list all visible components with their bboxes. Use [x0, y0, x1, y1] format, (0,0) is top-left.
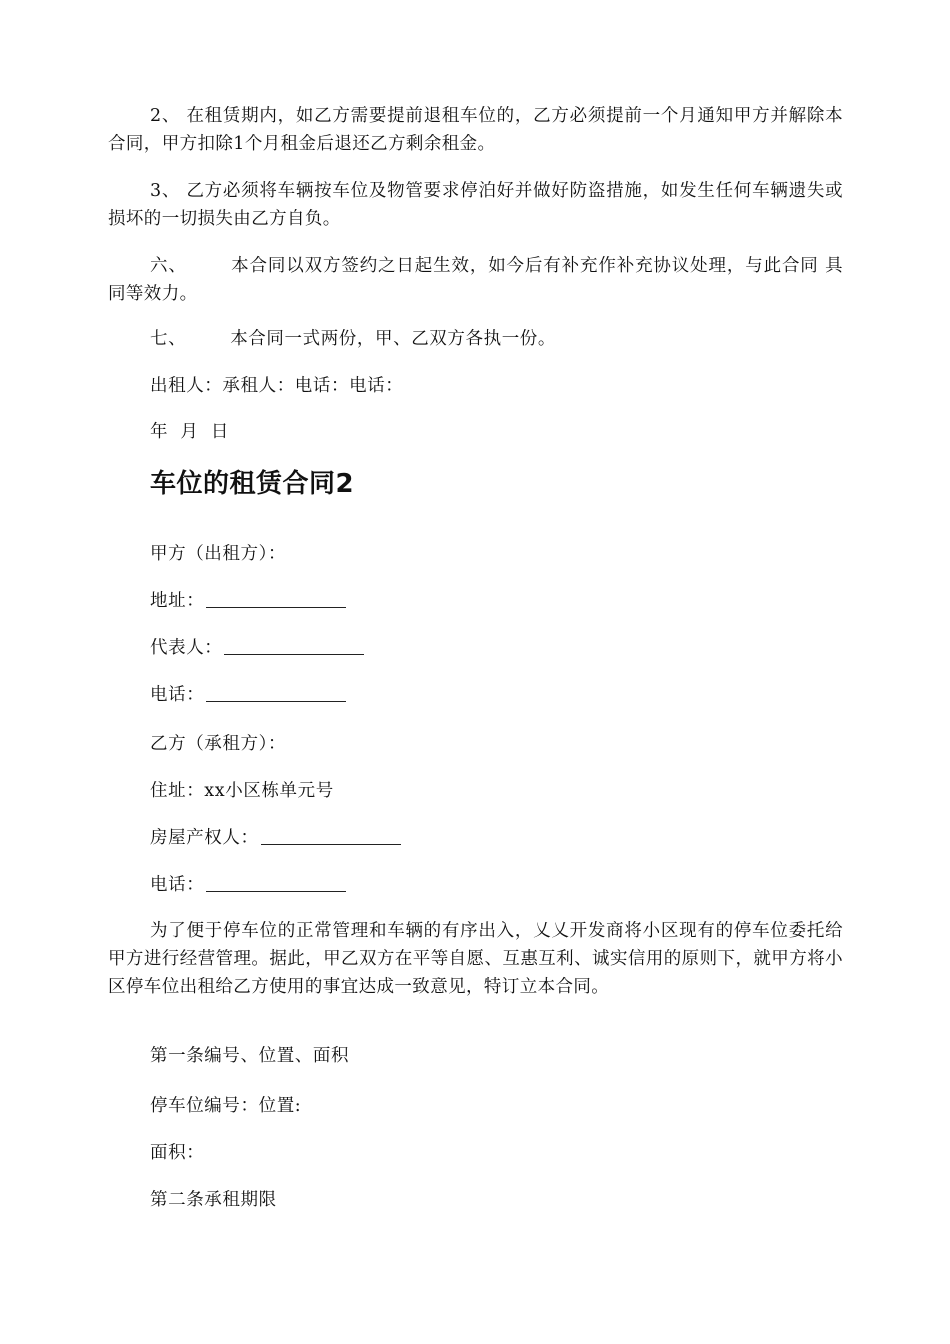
party-a-phone-line — [150, 681, 346, 709]
item-7-label: 七、 — [150, 329, 187, 349]
intro-paragraph: 为了便于停车位的正常管理和车辆的有序出入，乂乂开发商将小区现有的停车位委托给甲方进行经营管理。据此，甲乙双方在平等自愿、互惠互利、诚实信用的原则下，就甲方将小区停车位出租给乙方使用的事宜达成一致意见，特订立本合同。 — [108, 921, 843, 997]
party-b-phone-label: 电话： — [150, 875, 205, 895]
party-b-address-line: 住址：xx小区栋单元号 — [150, 781, 334, 801]
party-a-phone-label: 电话： — [150, 685, 205, 705]
parking-number-line: 停车位编号：位置: — [150, 1096, 302, 1116]
party-a-representative-line — [150, 634, 364, 662]
item-6-paragraph — [108, 252, 843, 308]
party-b-owner-label: 房屋产权人： — [150, 828, 259, 848]
party-a-address-line — [150, 587, 346, 615]
party-a-phone-blank — [206, 683, 346, 702]
party-b-phone-line — [150, 871, 346, 899]
area-line: 面积： — [150, 1143, 205, 1163]
clause-3-paragraph: 3、 乙方必须将车辆按车位及物管要求停泊好并做好防盗措施，如发生任何车辆遗失或损坏的一切损失由乙方自负。 — [108, 181, 843, 229]
party-b-phone-blank — [206, 873, 346, 892]
party-a-representative-label: 代表人： — [150, 638, 223, 658]
signature-line: 出租人：承租人：电话：电话： — [150, 376, 404, 396]
party-a-label: 甲方（出租方）： — [150, 544, 287, 564]
party-a-address-label: 地址： — [150, 591, 205, 611]
representative-blank — [224, 636, 364, 655]
party-b-owner-line — [150, 824, 401, 852]
item-6-text: 本合同以双方签约之日起生效，如今后有补充作补充协议处理，与此合同 具同等效力。 — [108, 256, 843, 304]
address-blank — [206, 589, 346, 608]
item-7-text: 本合同一式两份，甲、乙双方各执一份。 — [230, 329, 557, 349]
article-1-title: 第一条编号、位置、面积 — [150, 1046, 350, 1066]
owner-blank — [261, 826, 401, 845]
clause-2-paragraph: 2、 在租赁期内，如乙方需要提前退租车位的，乙方必须提前一个月通知甲方并解除本合同，甲方扣除1个月租金后退还乙方剩余租金。 — [108, 106, 843, 154]
item-6-label: 六、 — [150, 256, 187, 276]
item-7-line — [150, 325, 556, 353]
article-2-title: 第二条承租期限 — [150, 1190, 277, 1210]
party-b-label: 乙方（承租方）： — [150, 734, 287, 754]
date-line: 年 月 日 — [150, 422, 229, 442]
contract-title: 车位的租赁合同2 — [150, 469, 355, 499]
